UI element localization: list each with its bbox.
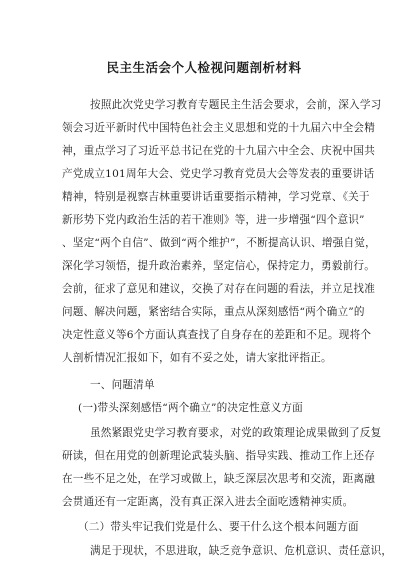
body-line: 满足于现状，不思进取，缺乏竞争意识、危机意识、责任意识， <box>90 545 393 557</box>
body-line: 按照此次党史学习教育专题民主生活会要求，会前，深入学习 <box>90 99 382 111</box>
subsection-heading: （二）带头牢记我们党是什么、要干什么这个根本问题方面 <box>78 521 359 533</box>
body-line: 精神，特别是视察吉林重要讲话重要指示精神，学习党章、《关于 <box>62 191 370 203</box>
body-line: 会前，征求了意见和建议，交换了对存在问题的看法，并立足找准 <box>62 283 376 295</box>
section-heading: 一、问题清单 <box>90 379 155 391</box>
body-line: 领会习近平新时代中国特色社会主义思想和党的十九届六中全会精 <box>62 122 376 134</box>
body-line: 新形势下党内政治生活的若干准则》等，进一步增强“四个意识” <box>62 214 365 226</box>
document-title: 民主生活会个人检视问题剖析材料 <box>106 60 302 75</box>
body-line: 问题、解决问题，紧密结合实际，重点从深刻感悟“两个确立”的 <box>62 306 365 318</box>
body-line: 产党成立101周年大会、党史学习教育党员大会等发表的重要讲话 <box>62 168 375 180</box>
body-line: 会贯通还有一定距离，没有真正深入进去全面吃透精神实质。 <box>62 496 354 508</box>
body-line: 神，重点学习了习近平总书记在党的十九届六中全会、庆祝中国共 <box>62 145 376 157</box>
body-line: 、坚定“两个自信”、做到“两个维护”，不断提高认识、增强自觉， <box>62 237 376 249</box>
body-line: 人剖析情况汇报如下，如有不妥之处，请大家批评指正。 <box>62 352 332 364</box>
body-line: 在一些不足之处，在学习或做上，缺乏深层次思考和交流，距离融 <box>62 473 376 485</box>
body-line: 决定性意义等6个方面认真查找了自身存在的差距和不足。现将个 <box>62 329 372 341</box>
body-line: 深化学习领悟，提升政治素养，坚定信心，保持定力，勇毅前行。 <box>62 260 376 272</box>
subsection-heading: (一)带头深刻感悟“两个确立”的决定性意义方面 <box>78 402 303 414</box>
body-line: 虽然紧跟党史学习教育要求，对党的政策理论成果做到了反复 <box>90 427 382 439</box>
body-line: 研读，但在用党的创新理论武装头脑、指导实践、推动工作上还存 <box>62 450 376 462</box>
